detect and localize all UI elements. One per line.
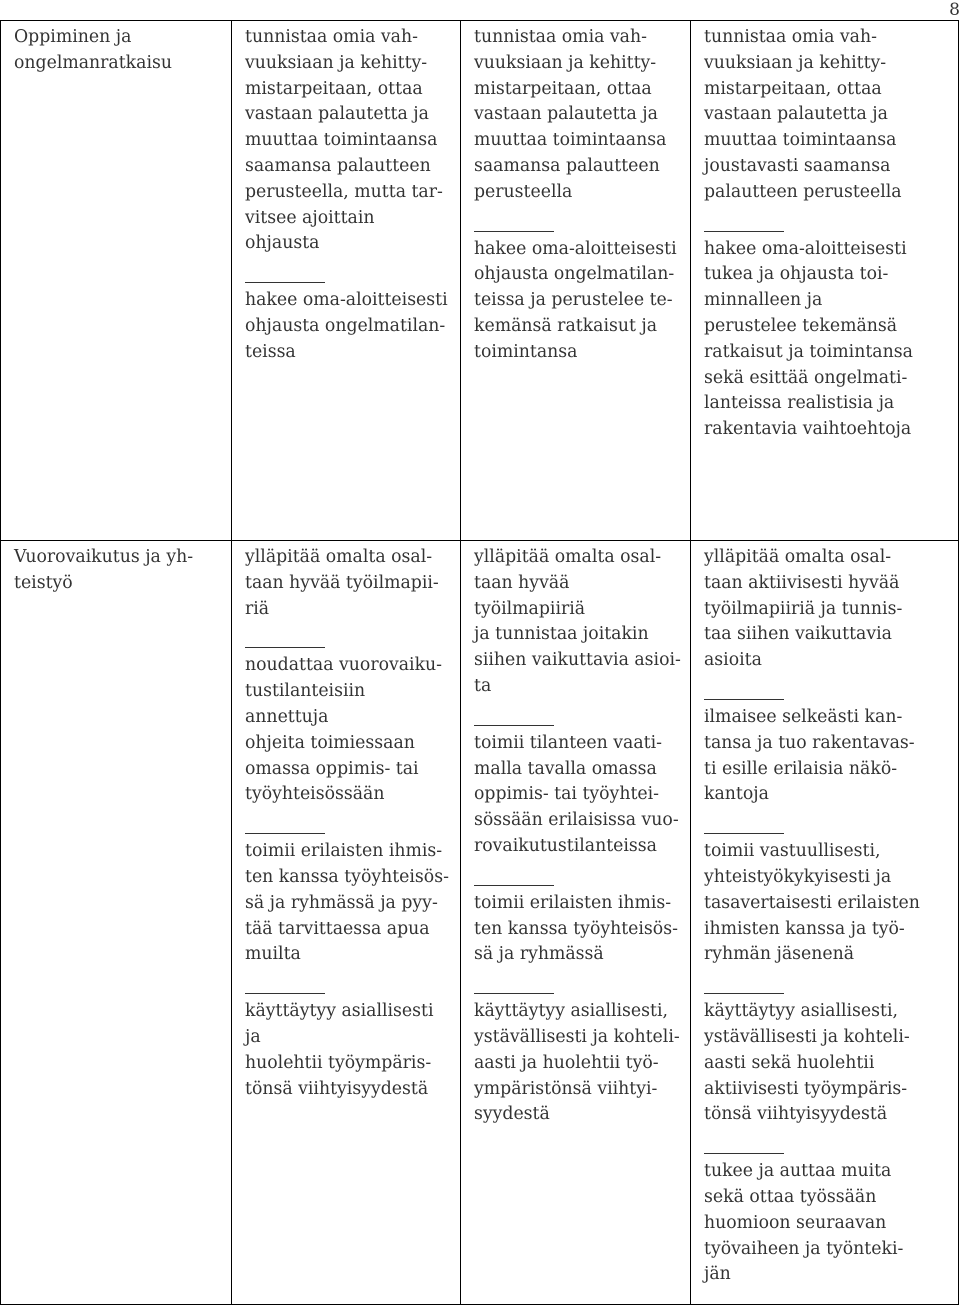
category-cell [1, 541, 232, 1305]
table-row [1, 541, 959, 1305]
criteria-item: hakee oma-aloitteisesti ohjausta ongelmatilan- teissa ja perustelee te- kemänsä ratkaisut ja toimintansa [474, 238, 677, 362]
criteria-item: käyttäytyy asiallisesti ja huolehtii työympäris- tönsä viihtyisyydestä [245, 1001, 434, 1099]
criteria-item: ylläpitää omalta osal- taan hyvää työilmapiiriä ja tunnistaa joitakin siihen vaikuttavia asioi- ta [474, 547, 681, 696]
criteria-item: ylläpitää omalta osal- taan hyvää työilmapii- riä [245, 547, 439, 619]
assessment-criteria-table [0, 20, 959, 1305]
item-separator [245, 282, 325, 283]
item-separator [704, 1153, 784, 1154]
criteria-item: tunnistaa omia vah- vuuksiaan ja kehitty- mistarpeitaan, ottaa vastaan palautetta ja muuttaa toimintaansa joustavasti saamansa palautteen perusteella [704, 27, 902, 202]
criteria-item: tunnistaa omia vah- vuuksiaan ja kehitty- mistarpeitaan, ottaa vastaan palautetta ja muuttaa toimintaansa saamansa palautteen perusteella, mutta tar- vitsee ajoittain ohjausta [245, 27, 443, 254]
criteria-cell-level-1 [232, 541, 461, 1305]
criteria-item: ylläpitää omalta osal- taan aktiivisesti hyvää työilmapiiriä ja tunnis- taa siihen vaikuttavia asioita [704, 547, 903, 671]
criteria-item: tunnistaa omia vah- vuuksiaan ja kehitty- mistarpeitaan, ottaa vastaan palautetta ja muuttaa toimintaansa saamansa palautteen perusteella [474, 27, 667, 202]
category-label: Vuorovaikutus ja yh- teistyö [14, 547, 194, 593]
criteria-item: hakee oma-aloitteisesti tukea ja ohjausta toi- minnalleen ja perustelee tekemänsä ratkaisut ja toimintansa sekä esittää ongelmati- lanteissa realistisia ja rakentavia vaihtoehtoja [704, 238, 913, 440]
item-separator [245, 993, 325, 994]
criteria-cell-level-1 [232, 21, 461, 541]
item-separator [245, 833, 325, 834]
item-separator [474, 231, 554, 232]
item-separator [704, 699, 784, 700]
criteria-cell-level-3 [691, 21, 959, 541]
criteria-item: toimii tilanteen vaati- malla tavalla omassa oppimis- tai työyhtei- sössään erilaisissa vuo- rovaikutustilanteissa [474, 732, 679, 856]
item-separator [474, 885, 554, 886]
item-separator [474, 725, 554, 726]
item-separator [245, 647, 325, 648]
criteria-cell-level-2 [461, 21, 691, 541]
item-separator [474, 993, 554, 994]
criteria-item: ilmaisee selkeästi kan- tansa ja tuo rakentavas- ti esille erilaisia näkö- kantoja [704, 706, 915, 805]
criteria-item: käyttäytyy asiallisesti, ystävällisesti ja kohteli- aasti ja huolehtii työ- ympäristönsä viihtyi- syydestä [474, 1001, 680, 1125]
criteria-item: toimii vastuullisesti, yhteistyökykyisesti ja tasavertaisesti erilaisten ihmisten kanssa ja työ- ryhmän jäsenenä [704, 841, 920, 965]
page-number: 8 [949, 0, 960, 20]
criteria-item: käyttäytyy asiallisesti, ystävällisesti ja kohteli- aasti sekä huolehtii aktiivisesti työympäris- tönsä viihtyisyydestä [704, 1001, 910, 1125]
item-separator [704, 993, 784, 994]
criteria-item: toimii erilaisten ihmis- ten kanssa työyhteisös- sä ja ryhmässä ja pyy- tää tarvittaessa apua muilta [245, 841, 449, 965]
table-row [1, 21, 959, 541]
item-separator [704, 231, 784, 232]
criteria-cell-level-2 [461, 541, 691, 1305]
criteria-item: noudattaa vuorovaiku- tustilanteisiin annettuja ohjeita toimiessaan omassa oppimis- tai työyhteisössään [245, 655, 443, 805]
category-cell [1, 21, 232, 541]
criteria-item: hakee oma-aloitteisesti ohjausta ongelmatilan- teissa [245, 290, 448, 362]
criteria-item: toimii erilaisten ihmis- ten kanssa työyhteisös- sä ja ryhmässä [474, 892, 678, 965]
item-separator [704, 833, 784, 834]
category-label: Oppiminen ja ongelmanratkaisu [14, 27, 172, 73]
criteria-cell-level-3 [691, 541, 959, 1305]
criteria-item: tukee ja auttaa muita sekä ottaa työssään huomioon seuraavan työvaiheen ja työnteki- jän [704, 1161, 904, 1285]
